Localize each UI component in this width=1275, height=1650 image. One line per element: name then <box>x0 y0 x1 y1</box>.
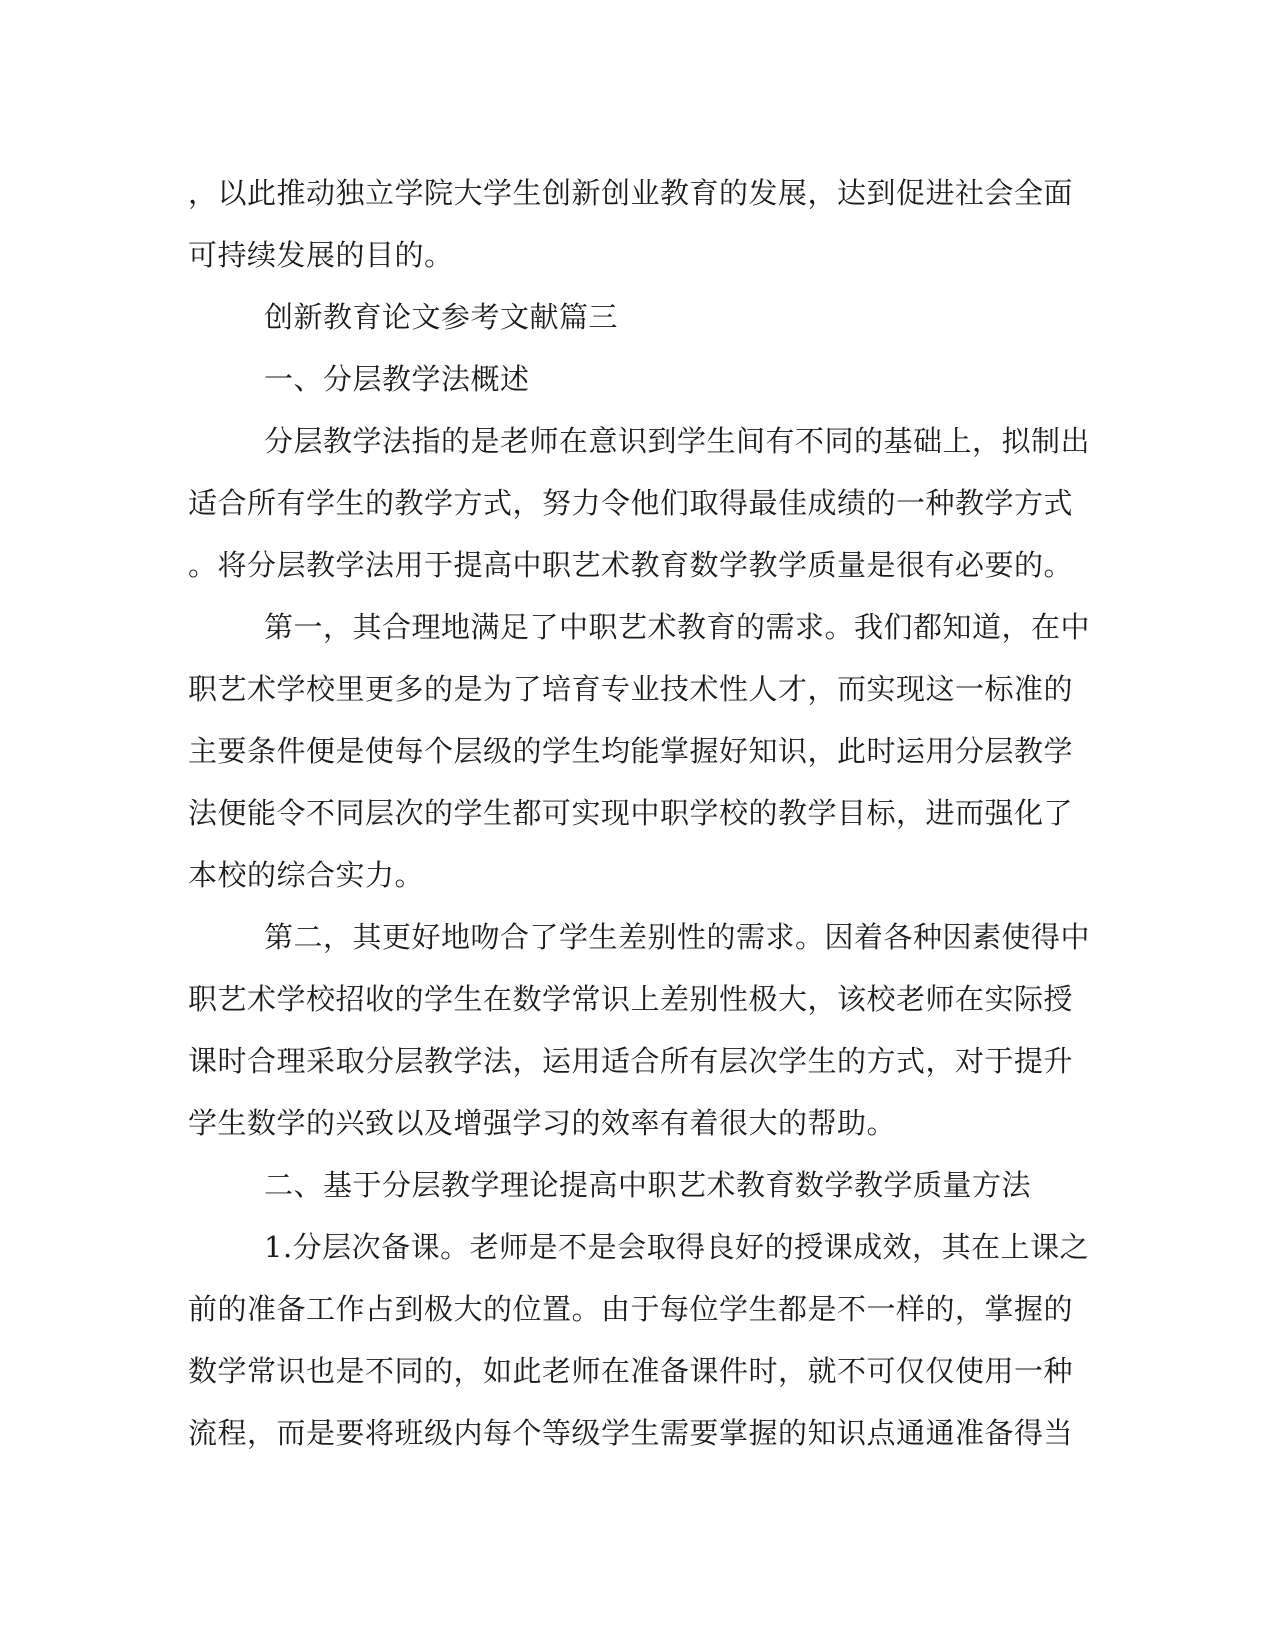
text-line: 1.分层次备课。老师是不是会取得良好的授课成效，其在上课之 <box>264 1230 1090 1264</box>
text-line: 课时合理采取分层教学法，运用适合所有层次学生的方式，对于提升 <box>188 1044 1074 1078</box>
text-line: 流程，而是要将班级内每个等级学生需要掌握的知识点通通准备得当 <box>188 1416 1074 1450</box>
text-line: 本校的综合实力。 <box>188 858 425 892</box>
text-line: 学生数学的兴致以及增强学习的效率有着很大的帮助。 <box>188 1106 897 1140</box>
section-heading: 创新教育论文参考文献篇三 <box>264 300 619 334</box>
text-line: 分层教学法指的是老师在意识到学生间有不同的基础上，拟制出 <box>264 424 1091 458</box>
text-line: 可持续发展的目的。 <box>188 238 454 272</box>
text-line: 。将分层教学法用于提高中职艺术教育数学教学质量是很有必要的。 <box>188 548 1074 582</box>
text-line: 数学常识也是不同的，如此老师在准备课件时，就不可仅仅使用一种 <box>188 1354 1074 1388</box>
text-line: 第二，其更好地吻合了学生差别性的需求。因着各种因素使得中 <box>264 920 1091 954</box>
subsection-heading: 二、基于分层教学理论提高中职艺术教育数学教学质量方法 <box>264 1168 1032 1202</box>
text-line: 法便能令不同层次的学生都可实现中职学校的教学目标，进而强化了 <box>188 796 1074 830</box>
text-line: 职艺术学校里更多的是为了培育专业技术性人才，而实现这一标准的 <box>188 672 1074 706</box>
text-line: ，以此推动独立学院大学生创新创业教育的发展，达到促进社会全面 <box>188 176 1074 210</box>
text-line: 第一，其合理地满足了中职艺术教育的需求。我们都知道，在中 <box>264 610 1091 644</box>
text-line: 职艺术学校招收的学生在数学常识上差别性极大，该校老师在实际授 <box>188 982 1074 1016</box>
text-line: 主要条件便是使每个层级的学生均能掌握好知识，此时运用分层教学 <box>188 734 1074 768</box>
text-line: 前的准备工作占到极大的位置。由于每位学生都是不一样的，掌握的 <box>188 1292 1074 1326</box>
text-line: 适合所有学生的教学方式，努力令他们取得最佳成绩的一种教学方式 <box>188 486 1074 520</box>
subsection-heading: 一、分层教学法概述 <box>264 362 530 396</box>
body-text <box>188 162 1091 1464</box>
